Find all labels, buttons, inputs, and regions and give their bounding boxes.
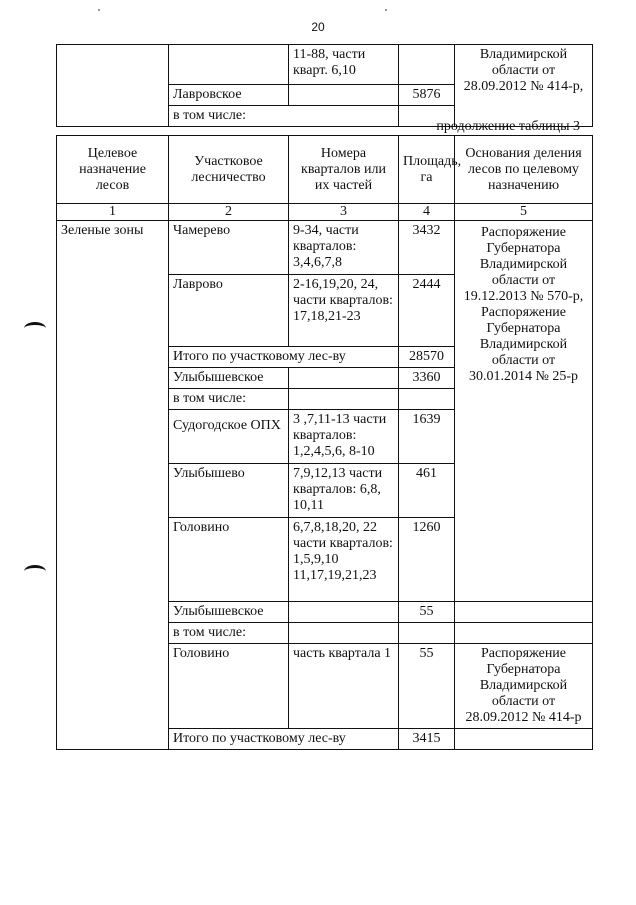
forestry-cell: Улыбышевское <box>169 368 289 389</box>
quarters-cell: 7,9,12,13 части кварталов: 6,8, 10,11 <box>289 464 399 518</box>
top-table-fragment <box>56 44 593 127</box>
top-area-empty <box>399 45 455 85</box>
table-continuation-label: продолжение таблицы 3 <box>436 119 580 134</box>
header-basis: Основания деления лесов по целевому назначению <box>455 136 593 204</box>
forestry-cell: Головино <box>169 644 289 729</box>
top-area-5876: 5876 <box>399 85 455 106</box>
basis-cell <box>455 623 593 644</box>
area-cell: 2444 <box>399 275 455 347</box>
binding-hole-mark <box>24 322 46 335</box>
page-number: 20 <box>311 20 325 34</box>
quarters-cell <box>289 389 399 410</box>
including-label: в том числе: <box>169 623 289 644</box>
header-forestry: Участковое лесничество <box>169 136 289 204</box>
header-area: Площадь, га <box>399 136 455 204</box>
area-cell: 1260 <box>399 518 455 602</box>
area-cell: 1639 <box>399 410 455 464</box>
quarters-cell: 6,7,8,18,20, 22 части кварталов: 1,5,9,10 11,17,19,21,23 <box>289 518 399 602</box>
forestry-cell: Судогодское ОПХ <box>169 410 289 464</box>
forestry-cell: Улыбышево <box>169 464 289 518</box>
area-cell: 3360 <box>399 368 455 389</box>
top-purpose-cell <box>57 45 169 127</box>
top-quarters-cell: 11-88, части кварт. 6,10 <box>289 45 399 85</box>
quarters-cell: 9-34, части кварталов: 3,4,6,7,8 <box>289 221 399 275</box>
forestry-cell: Головино <box>169 518 289 602</box>
top-forestry-empty <box>169 45 289 85</box>
subtotal-label: Итого по участковому лес-ву <box>169 347 399 368</box>
including-label: в том числе: <box>169 389 289 410</box>
basis-cell <box>455 602 593 623</box>
quarters-cell: часть квартала 1 <box>289 644 399 729</box>
main-table <box>56 135 593 750</box>
top-basis-cell: Владимирской области от 28.09.2012 № 414-р, <box>455 45 593 127</box>
top-forestry-lavrovskoe: Лавровское <box>169 85 289 106</box>
quarters-cell <box>289 602 399 623</box>
scan-speck <box>98 9 100 11</box>
basis-cell: Распоряжение Губернатора Владимирской области от 19.12.2013 № 570-р, Распоряжение Губернатора Владимирской области от 30.01.2014 № 25-р <box>455 221 593 602</box>
subtotal-label: Итого по участковому лес-ву <box>169 729 399 750</box>
forestry-cell: Улыбышевское <box>169 602 289 623</box>
area-cell: 28570 <box>399 347 455 368</box>
area-cell <box>399 623 455 644</box>
area-cell: 55 <box>399 644 455 729</box>
area-cell: 461 <box>399 464 455 518</box>
top-including-label: в том числе: <box>169 106 289 127</box>
forestry-cell: Лаврово <box>169 275 289 347</box>
top-quarters-empty <box>289 85 399 106</box>
quarters-cell <box>289 368 399 389</box>
header-quarters: Номера кварталов или их частей <box>289 136 399 204</box>
column-number: 2 <box>169 204 289 221</box>
forestry-cell: Чамерево <box>169 221 289 275</box>
column-number: 3 <box>289 204 399 221</box>
area-cell: 55 <box>399 602 455 623</box>
column-number: 1 <box>57 204 169 221</box>
quarters-cell <box>289 623 399 644</box>
column-number: 4 <box>399 204 455 221</box>
purpose-cell: Зеленые зоны <box>57 221 169 750</box>
column-number: 5 <box>455 204 593 221</box>
area-cell: 3415 <box>399 729 455 750</box>
quarters-cell: 2-16,19,20, 24, части кварталов: 17,18,21-23 <box>289 275 399 347</box>
scan-speck <box>385 9 387 11</box>
basis-cell: Распоряжение Губернатора Владимирской области от 28.09.2012 № 414-р <box>455 644 593 729</box>
binding-hole-mark <box>24 565 46 578</box>
area-cell <box>399 389 455 410</box>
basis-cell <box>455 729 593 750</box>
header-purpose: Целевое назначение лесов <box>57 136 169 204</box>
area-cell: 3432 <box>399 221 455 275</box>
quarters-cell: 3 ,7,11-13 части кварталов: 1,2,4,5,6, 8-10 <box>289 410 399 464</box>
